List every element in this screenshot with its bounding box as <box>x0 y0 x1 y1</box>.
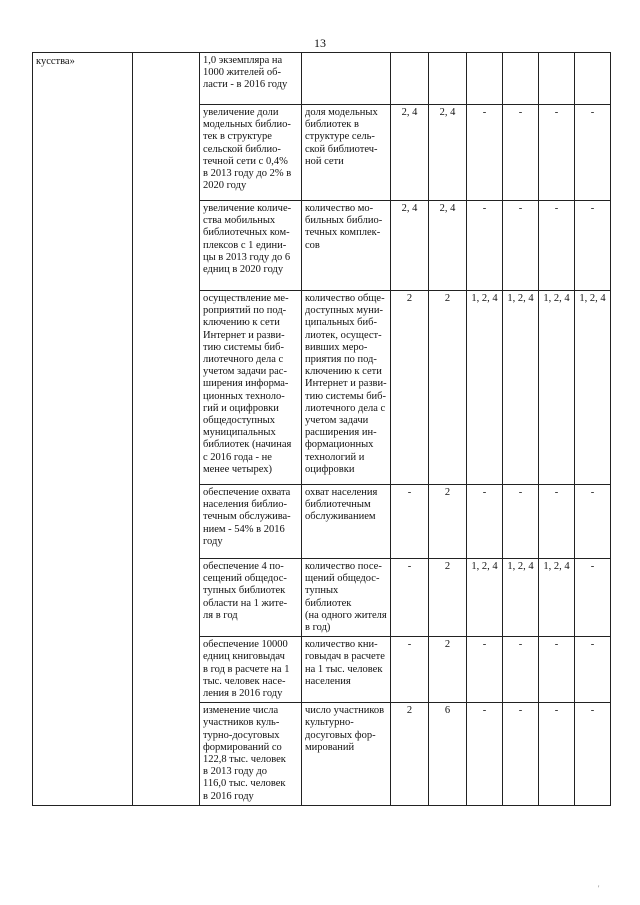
value-cell: 2, 4 <box>429 105 467 201</box>
value-cell <box>429 53 467 105</box>
value-cell: 2 <box>391 291 429 485</box>
value-cell: - <box>575 485 611 559</box>
value-cell: - <box>539 703 575 806</box>
value-cell: - <box>391 637 429 703</box>
value-cell: 1, 2, 4 <box>503 291 539 485</box>
value-cell: - <box>539 637 575 703</box>
table-row <box>33 53 611 105</box>
row-head-cell: кусства» <box>33 53 133 806</box>
indicator-cell: число участников культурно- досуговых фор- мирований <box>302 703 391 806</box>
value-cell: 1, 2, 4 <box>503 559 539 637</box>
action-cell: осуществление ме- роприятий по под- ключению к сети Интернет и разви- тию системы биб- лиотечного дела с учетом задачи рас- ширения информа- ционных техноло- гий и оцифровки общедоступных муниципальных библиотек (начиная с 2016 года - не менее четырех) <box>200 291 302 485</box>
value-cell: 2 <box>429 559 467 637</box>
value-cell <box>503 53 539 105</box>
value-cell: 6 <box>429 703 467 806</box>
value-cell <box>467 53 503 105</box>
value-cell: - <box>503 105 539 201</box>
action-cell: увеличение доли модельных библио- тек в структуре сельской библио- течной сети с 0,4% в 2013 году до 2% в 2020 году <box>200 105 302 201</box>
value-cell: - <box>575 201 611 291</box>
value-cell <box>391 53 429 105</box>
value-cell: - <box>467 637 503 703</box>
value-cell: - <box>539 485 575 559</box>
value-cell: - <box>575 703 611 806</box>
value-cell: - <box>391 559 429 637</box>
value-cell: - <box>467 201 503 291</box>
value-cell: - <box>575 105 611 201</box>
value-cell: 2, 4 <box>391 201 429 291</box>
value-cell: - <box>391 485 429 559</box>
value-cell: - <box>575 559 611 637</box>
action-cell: обеспечение 10000 едниц книговыдач в год в расчете на 1 тыс. человек насе- ления в 2016 году <box>200 637 302 703</box>
scan-mark: ' <box>598 884 600 893</box>
value-cell: 1, 2, 4 <box>575 291 611 485</box>
value-cell: 2, 4 <box>391 105 429 201</box>
value-cell: 2 <box>429 291 467 485</box>
value-cell: - <box>467 485 503 559</box>
value-cell <box>539 53 575 105</box>
value-cell: 2 <box>429 485 467 559</box>
action-cell: 1,0 экземпляра на 1000 жителей об- ласти - в 2016 году <box>200 53 302 105</box>
indicator-cell: количество посе- щений общедос- тупных библиотек (на одного жителя в год) <box>302 559 391 637</box>
value-cell: - <box>503 637 539 703</box>
value-cell: - <box>467 703 503 806</box>
empty-column-cell <box>133 53 200 806</box>
action-cell: обеспечение 4 по- сещений общедос- тупных библиотек области на 1 жите- ля в год <box>200 559 302 637</box>
value-cell: - <box>503 201 539 291</box>
value-cell: 1, 2, 4 <box>467 559 503 637</box>
value-cell: - <box>575 637 611 703</box>
action-cell: обеспечение охвата населения библио- течным обслужива- нием - 54% в 2016 году <box>200 485 302 559</box>
action-cell: изменение числа участников куль- турно-досуговых формирований со 122,8 тыс. человек в 2013 году до 116,0 тыс. человек в 2016 году <box>200 703 302 806</box>
indicator-cell <box>302 53 391 105</box>
value-cell: - <box>539 201 575 291</box>
value-cell: 1, 2, 4 <box>539 559 575 637</box>
indicator-cell: доля модельных библиотек в структуре сель- ской библиотеч- ной сети <box>302 105 391 201</box>
value-cell: 1, 2, 4 <box>539 291 575 485</box>
value-cell: 2 <box>391 703 429 806</box>
action-cell: увеличение количе- ства мобильных библиотечных ком- плексов с 1 едини- цы в 2013 году до 6 едниц в 2020 году <box>200 201 302 291</box>
value-cell: 1, 2, 4 <box>467 291 503 485</box>
value-cell: - <box>539 105 575 201</box>
indicator-cell: количество обще- доступных муни- ципальных биб- лиотек, осущест- вивших меро- приятия по под- ключению к сети Интернет и разви- тию системы биб- лиотечного дела с учетом задачи расширения ин- формационных технологий и оцифровки <box>302 291 391 485</box>
value-cell: - <box>467 105 503 201</box>
document-table <box>32 52 611 806</box>
indicator-cell: охват населения библиотечным обслуживанием <box>302 485 391 559</box>
value-cell <box>575 53 611 105</box>
value-cell: - <box>503 703 539 806</box>
indicator-cell: количество кни- говыдач в расчете на 1 тыс. человек населения <box>302 637 391 703</box>
value-cell: 2 <box>429 637 467 703</box>
indicator-cell: количество мо- бильных библио- течных комплек- сов <box>302 201 391 291</box>
value-cell: 2, 4 <box>429 201 467 291</box>
value-cell: - <box>503 485 539 559</box>
page-number: 13 <box>314 36 326 50</box>
